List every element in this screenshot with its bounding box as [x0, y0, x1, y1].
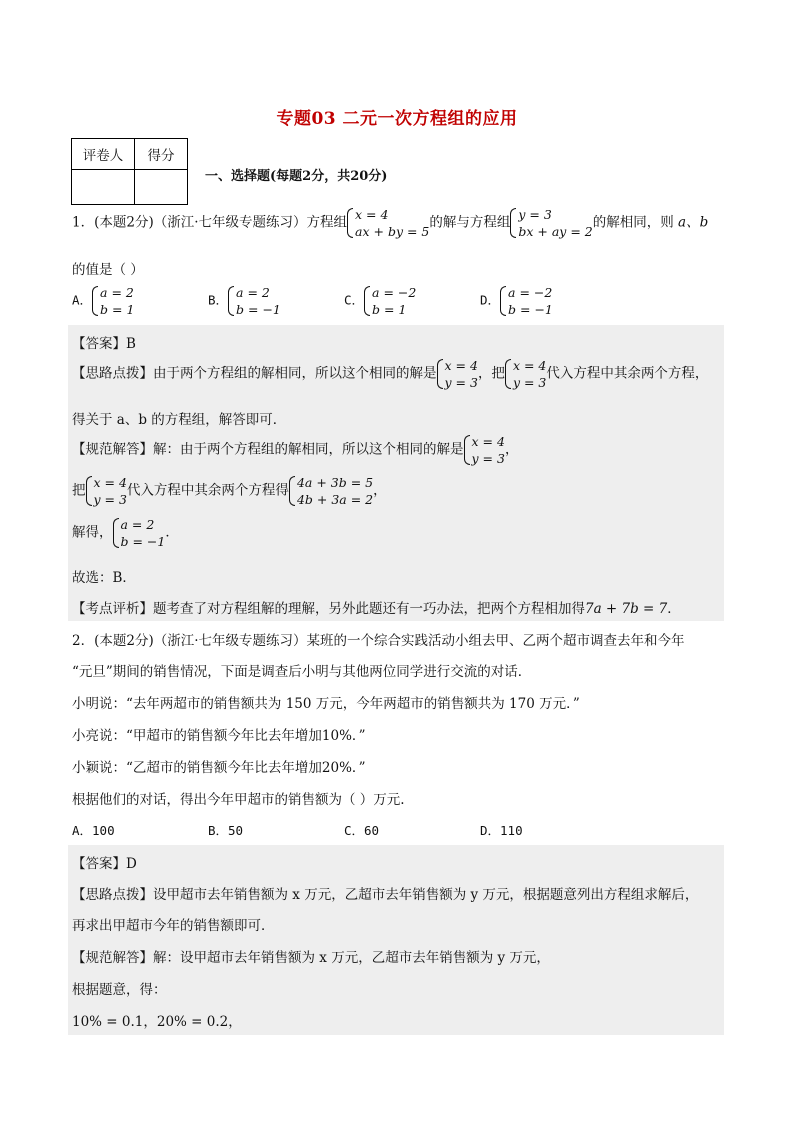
q1-substitute-system: x = 4 y = 3 [86, 474, 127, 508]
q2-xiaoying: 小颖说：“乙超市的销售额今年比去年增加20%．” [72, 760, 366, 776]
q1-system-a: x = 4 ax + by = 5 [347, 206, 429, 240]
q2-xiaoliang: 小亮说：“甲超市的销售额今年比去年增加10%．” [72, 728, 366, 744]
q1-result-system: a = 2 b = −1 [113, 516, 166, 550]
q1-system-b: y = 3 bx + ay = 2 [510, 206, 592, 240]
section-heading: 一、选择题(每题2分，共20分) [205, 169, 388, 184]
q1-stem-cont: 的值是（ ） [72, 262, 144, 278]
q2-option-a: A．100 [72, 823, 115, 838]
q1-solution-1: 【规范解答】解：由于两个方程组的解相同，所以这个相同的解是 x = 4 y = 3 ， [72, 434, 519, 466]
q1-solution-system: x = 4 y = 3 [464, 433, 505, 467]
q1-option-a: A． a = 2 b = 1 [72, 285, 135, 317]
q1-answer: 【答案】B [72, 336, 136, 352]
q2-answer-panel [68, 845, 724, 1035]
q1-stem: 1．(本题2分)（浙江·七年级专题练习）方程组 x = 4 ax + by = 5 的解与方程组 y = 3 bx + ay = 2 的解相同，则 a、b [72, 207, 709, 239]
q2-options [72, 821, 616, 839]
q1-hint-system-2: x = 4 y = 3 [505, 357, 546, 391]
q1-choose: 故选：B． [72, 570, 136, 586]
score-header: 得分 [135, 139, 188, 170]
q1-hint-cont: 得关于 a、b 的方程组，解答即可． [72, 412, 287, 428]
q1-option-b: B． a = 2 b = −1 [208, 285, 281, 317]
q2-option-d: D．110 [480, 823, 523, 838]
grader-header: 评卷人 [72, 139, 135, 170]
q2-solution-1: 【规范解答】解：设甲超市去年销售额为 x 万元，乙超市去年销售额为 y 万元， [72, 950, 550, 966]
q1-hint-system: x = 4 y = 3 [437, 357, 478, 391]
page-title: 专题03 二元一次方程组的应用 [276, 109, 518, 129]
q2-hint-2: 再求出甲超市今年的销售额即可． [72, 918, 275, 934]
q2-stem-1: 2．(本题2分)（浙江·七年级专题练习）某班的一个综合实践活动小组去甲、乙两个超市调查去年和今年 [72, 633, 685, 649]
q2-option-c: C．60 [344, 823, 380, 838]
grader-cell [72, 170, 135, 205]
q2-solution-3: 10% = 0.1，20% = 0.2， [72, 1014, 242, 1030]
q1-solution-2: 把 x = 4 y = 3 代入方程中其余两个方程得 4a + 3b = 5 4b + 3a = 2 ， [72, 475, 387, 507]
q2-xiaoming: 小明说：“去年两超市的销售额共为 150 万元，今年两超市的销售额共为 170 万元．” [72, 696, 580, 712]
q2-solution-2: 根据题意，得： [72, 982, 167, 998]
q1-option-c: C． a = −2 b = 1 [344, 285, 417, 317]
q1-solution-3: 解得， a = 2 b = −1 ． [72, 517, 179, 549]
q1-hint: 【思路点拨】由于两个方程组的解相同，所以这个相同的解是 x = 4 y = 3 ，把 x = 4 y = 3 代入方程中其余两个方程， [72, 358, 709, 390]
score-table [71, 138, 188, 205]
q1-evaluation: 【考点评析】题考查了对方程组解的理解，另外此题还有一巧办法，把两个方程相加得7a + 7b = 7． [72, 601, 681, 617]
q1-derived-system: 4a + 3b = 5 4b + 3a = 2 [289, 474, 373, 508]
q2-question: 根据他们的对话，得出今年甲超市的销售额为（ ）万元. [72, 792, 405, 808]
q2-hint-1: 【思路点拨】设甲超市去年销售额为 x 万元，乙超市去年销售额为 y 万元，根据题意列出方程组求解后， [72, 887, 699, 903]
q2-option-b: B．50 [208, 823, 244, 838]
q2-stem-2: “元旦”期间的销售情况，下面是调查后小明与其他两位同学进行交流的对话． [72, 664, 532, 680]
q1-options [72, 284, 616, 318]
q2-answer: 【答案】D [72, 856, 137, 872]
score-cell [135, 170, 188, 205]
q1-option-d: D． a = −2 b = −1 [480, 285, 553, 317]
